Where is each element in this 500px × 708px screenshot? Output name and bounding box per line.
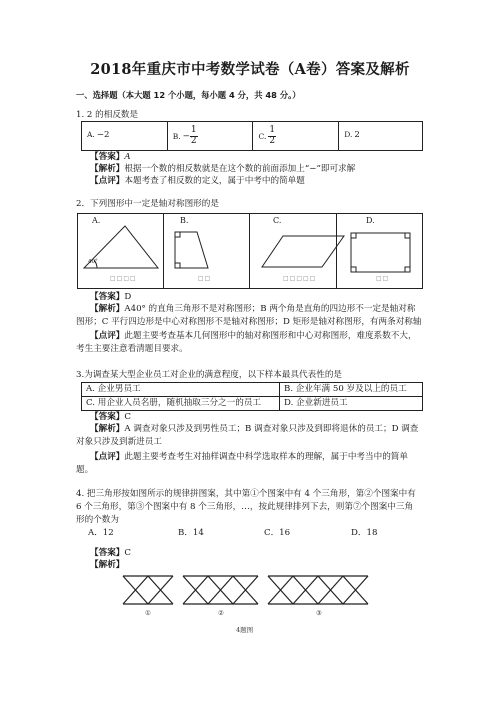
q4-figure-label-2: ② (218, 609, 224, 617)
q4-option-a: A．12 (88, 528, 114, 538)
q2-analysis-line-1: 【解析】A40° 的直角三角形不是对称图形；B 两个角是直角的四边形不一定是轴对称 (90, 304, 416, 314)
q4-answer: 【答案】C (90, 548, 131, 558)
q4-option-b: B．14 (178, 528, 204, 538)
q3-option-c: C. 用企业人员名册，随机抽取三分之一的员工 (82, 397, 280, 411)
q2-fig-a-label: A. (92, 216, 101, 225)
q4-stem-line-3: 形的个数为 (76, 515, 119, 525)
q2-answer: 【答案】D (90, 292, 132, 302)
q1-option-b: B. − $\frac{1}{2}$ (167, 122, 253, 151)
q2-angle-label: 40° (88, 259, 98, 265)
q2-fig-c-caption: □□□□□ (283, 275, 317, 282)
q4-option-d: D．18 (351, 528, 378, 538)
q2-fig-b-label: B. (180, 216, 189, 225)
q3-stem: 3.为调查某大型企业员工对企业的满意程度，以下样本最具代表性的是 (76, 370, 343, 380)
q3-analysis-line-2: 对象只涉及到新进员工 (76, 437, 162, 447)
q2-fig-a-caption: □□□□ (110, 275, 137, 282)
q4-option-c: C．16 (264, 528, 291, 538)
q1-analysis: 【解析】根据一个数的相反数就是在这个数的前面添加上“−”即可求解 (90, 164, 356, 174)
q2-fig-b-caption: □□ (198, 275, 212, 282)
q2-comment-line-2: 考生主要注意看清题目要求。 (76, 344, 188, 354)
q3-comment-line-1: 【点评】此题主要考查考生对抽样调查中科学选取样本的理解，属于中考当中的简单 (90, 452, 408, 462)
q2-fig-c-label: C. (273, 216, 282, 225)
q4-analysis: 【解析】 (90, 560, 125, 570)
q4-stem-line-2: 6 个三角形，第③个图案中有 8 个三角形，…，按此规律排列下去，则第⑦个图案中三角 (76, 502, 414, 512)
q3-option-a: A. 企业男员工 (82, 383, 280, 397)
q1-stem: 1. 2 的相反数是 (76, 110, 139, 120)
q3-comment-line-2: 题。 (76, 465, 94, 475)
q2-fig-d-caption: □□ (376, 275, 390, 282)
q2-stem: 2．下列图形中一定是轴对称图形的是 (76, 199, 219, 209)
q3-option-d: D. 企业新进员工 (280, 397, 423, 411)
q1-option-d: D. 2 (339, 122, 423, 151)
q4-pattern-2 (183, 576, 258, 604)
q2-analysis-line-2: 图形；C 平行四边形是中心对称图形不是轴对称图形；D 矩形是轴对称图形，有两条对称轴 (76, 317, 422, 327)
q1-comment: 【点评】本题考查了相反数的定义，属于中考中的简单题 (90, 176, 305, 186)
q4-figure-label-3: ③ (316, 609, 322, 617)
q4-stem-line-1: 4. 把三角形按如图所示的规律拼图案，其中第①个图案中有 4 个三角形，第②个图案中有 (76, 489, 416, 499)
q4-pattern-3 (268, 576, 368, 604)
q4-figure-label-1: ① (145, 609, 151, 617)
q1-option-a: A. −2 (82, 122, 168, 151)
q4-pattern-1 (123, 576, 173, 604)
q1-option-c: C. $\frac{1}{2}$ (253, 122, 339, 151)
q1-answer: 【答案】A (90, 152, 131, 162)
page-title: 2018年重庆市中考数学试卷（A卷）答案及解析 (90, 61, 410, 78)
q2-fig-d-label: D. (366, 216, 375, 225)
q3-option-b: B. 企业年满 50 岁及以上的员工 (280, 383, 423, 397)
q2-comment-line-1: 【点评】此题主要考查基本几何图形中的轴对称图形和中心对称图形，难度系数不大， (90, 331, 417, 341)
q4-figure-caption: 4题图 (236, 626, 254, 634)
q3-answer: 【答案】C (90, 412, 131, 422)
section-heading: 一、选择题（本大题 12 个小题，每小题 4 分，共 48 分。） (76, 90, 301, 100)
q3-analysis-line-1: 【解析】A 调查对象只涉及到男性员工；B 调查对象只涉及到即将退休的员工；D 调查 (90, 424, 419, 434)
